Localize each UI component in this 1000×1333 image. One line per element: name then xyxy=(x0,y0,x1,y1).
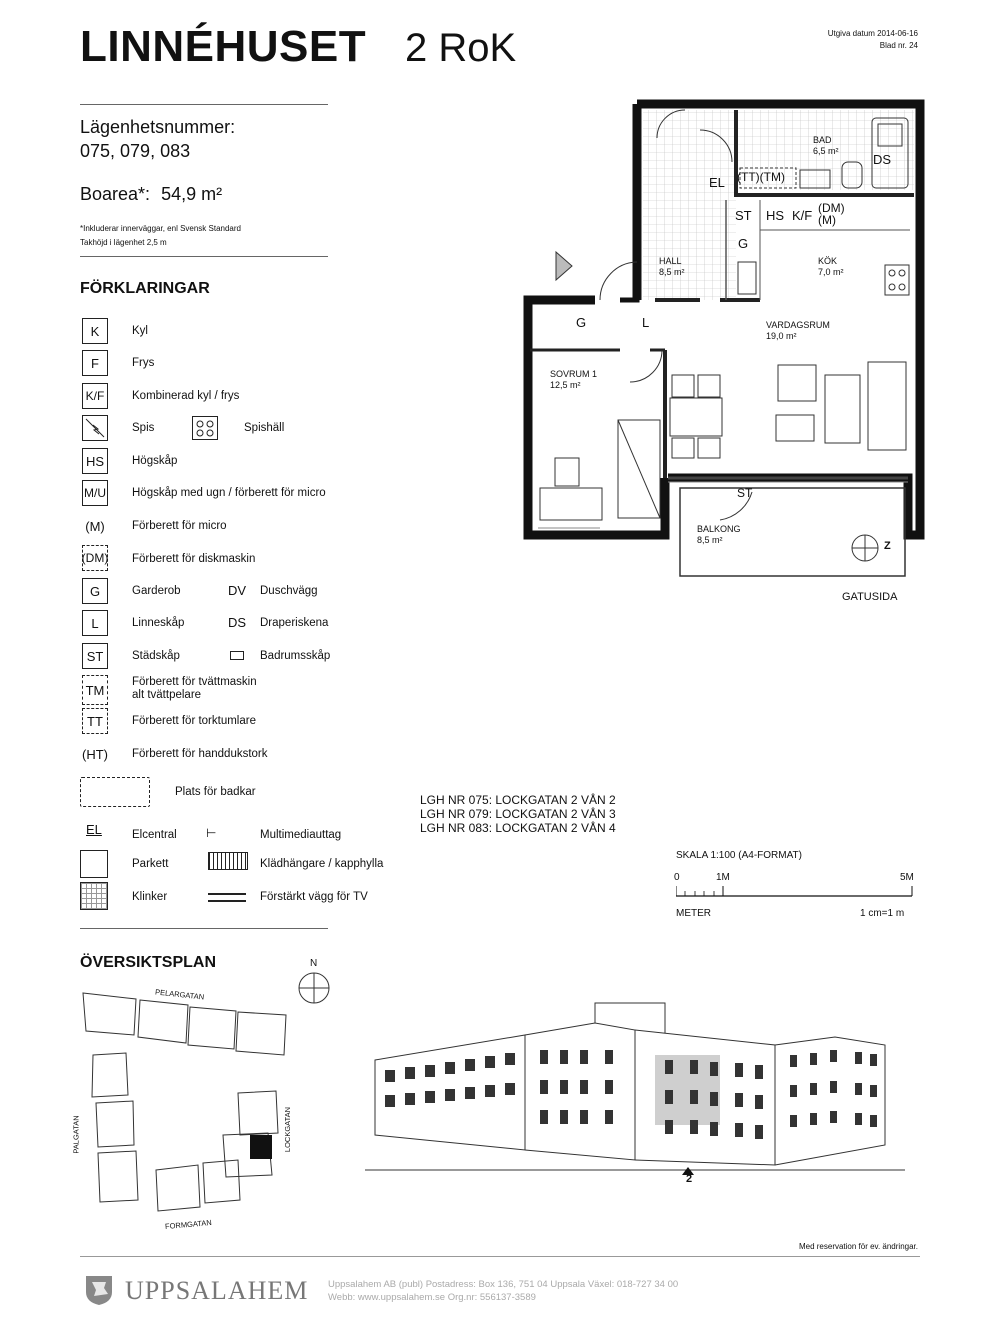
legend-text: Badrumsskåp xyxy=(260,650,331,662)
dining-table xyxy=(670,398,722,436)
document-title: LINNÉHUSET xyxy=(80,22,367,71)
legend-title: FÖRKLARINGAR xyxy=(80,280,210,297)
document-subtitle: 2 RoK xyxy=(405,26,517,70)
plan-label-l: L xyxy=(642,315,650,330)
room-vardagsrum xyxy=(766,320,830,342)
area-value: 54,9 m² xyxy=(161,184,223,204)
note-line: *Inkluderar innerväggar, enl Svensk Standard xyxy=(80,224,241,233)
street-palgatan: PALGATAN xyxy=(71,1115,81,1154)
hob-ring xyxy=(889,270,895,276)
legend-text: Duschvägg xyxy=(260,585,318,597)
legend-symbol: TT xyxy=(82,708,108,734)
legend-text: Frys xyxy=(132,357,155,369)
plan-label-el: EL xyxy=(709,175,725,190)
company-info-line: Webb: www.uppsalahem.se Org.nr: 556137-3589 xyxy=(328,1292,536,1303)
room-name: BAD xyxy=(813,135,832,145)
plan-label-g2: G xyxy=(576,315,587,330)
room-name: VARDAGSRUM xyxy=(766,320,830,330)
bathtub-icon xyxy=(80,777,150,807)
plan-label-st2: ST xyxy=(737,486,753,500)
legend-text: Förberett för torktumlare xyxy=(132,715,256,727)
nightstand xyxy=(555,458,579,486)
living-area xyxy=(80,184,222,205)
legend-text xyxy=(132,676,257,702)
area-label: Boarea*: xyxy=(80,184,151,204)
legend-text: Städskåp xyxy=(132,650,180,662)
roof-structure xyxy=(595,1003,665,1033)
room-name: KÖK xyxy=(818,256,838,266)
stool xyxy=(776,415,814,441)
entrance-number: 2 xyxy=(686,1173,693,1185)
room-area: 8,5 m² xyxy=(659,267,685,277)
legend-text: Linneskåp xyxy=(132,617,185,629)
hob xyxy=(885,265,909,295)
legend-text: Högskåp xyxy=(132,455,178,467)
wardrobe-diagonal xyxy=(618,420,660,518)
room-bad xyxy=(813,135,839,157)
legend-symbol: K xyxy=(82,318,108,344)
site-building xyxy=(138,1000,188,1043)
site-building xyxy=(238,1091,278,1135)
tile-icon xyxy=(80,882,108,910)
tv-wall-icon xyxy=(208,893,246,902)
legend-symbol: (DM) xyxy=(82,545,108,571)
footer-divider xyxy=(80,1256,920,1257)
room-area: 19,0 m² xyxy=(766,331,797,341)
apartment-numbers: 075, 079, 083 xyxy=(80,141,191,161)
plan-label-dm-text: (DM) xyxy=(818,201,845,215)
legend-text: Kyl xyxy=(132,325,148,337)
uppsalahem-logo-icon xyxy=(82,1272,116,1306)
hanger-icon xyxy=(208,852,248,870)
chair xyxy=(672,375,694,397)
parquet-icon xyxy=(80,850,108,878)
highlighted-building xyxy=(250,1135,272,1159)
legend-symbol: (HT) xyxy=(82,746,108,762)
site-building xyxy=(203,1160,240,1203)
address-line: LGH NR 075: LOCKGATAN 2 VÅN 2 xyxy=(420,793,616,807)
scale-unit: METER xyxy=(676,908,711,919)
room-sovrum xyxy=(550,369,597,391)
windows xyxy=(385,1050,877,1139)
street-lockgatan: LOCKGATAN xyxy=(283,1106,293,1153)
legend-text: Högskåp med ugn / förberett för micro xyxy=(132,487,326,499)
plan-label-g: G xyxy=(738,236,749,251)
plan-label-dm xyxy=(818,202,845,226)
scale-ratio: 1 cm=1 m xyxy=(860,908,905,919)
plan-label-kf: K/F xyxy=(792,208,813,223)
address-line: LGH NR 083: LOCKGATAN 2 VÅN 4 xyxy=(420,821,616,835)
legend-text: Garderob xyxy=(132,585,181,597)
legend-symbol: ST xyxy=(82,643,108,669)
room-area: 7,0 m² xyxy=(818,267,844,277)
reservation-note: Med reservation för ev. ändringar. xyxy=(798,1242,918,1251)
bed xyxy=(540,488,602,520)
plan-label-tttm: (TT)(TM) xyxy=(737,170,785,184)
room-balkong xyxy=(697,524,741,546)
legend-text: Multimediauttag xyxy=(260,829,342,841)
scale-bar xyxy=(676,884,916,898)
legend-text: Elcentral xyxy=(132,829,177,841)
multimedia-icon: ⊢ xyxy=(206,826,217,840)
coffee-table xyxy=(825,375,860,443)
legend-text: Plats för badkar xyxy=(175,786,256,798)
legend-text: Förberett för micro xyxy=(132,520,227,532)
scale-tick-1: 1M xyxy=(716,872,730,883)
legend-text-line: Förberett för tvättmaskin xyxy=(132,676,257,688)
outer-wall xyxy=(528,300,665,535)
legend-symbol: G xyxy=(82,578,108,604)
legend-text: Förberett för handdukstork xyxy=(132,748,268,760)
legend-symbol: K/F xyxy=(82,383,108,409)
chair xyxy=(698,438,720,458)
scale-tick-5: 5M xyxy=(900,872,914,883)
site-building xyxy=(236,1012,286,1055)
legend-symbol: (M) xyxy=(85,518,105,534)
address-line: LGH NR 079: LOCKGATAN 2 VÅN 3 xyxy=(420,807,616,821)
apartment-info xyxy=(80,115,235,163)
plan-label-m-text: (M) xyxy=(818,213,836,227)
hanger-rail xyxy=(738,262,756,294)
entrance-door xyxy=(600,262,637,300)
legend-symbol: DS xyxy=(228,615,247,630)
compass-label: Z xyxy=(884,540,891,552)
issue-date: Utgiva datum 2014-06-16 xyxy=(827,29,918,38)
legend-text: Spishäll xyxy=(244,422,285,434)
legend-symbol: DV xyxy=(228,583,247,598)
room-name: SOVRUM 1 xyxy=(550,369,598,379)
entrance-arrow xyxy=(556,252,572,280)
site-building xyxy=(98,1151,138,1202)
street-formgatan: FORMGATAN xyxy=(164,1217,213,1232)
apartment-number-label: Lägenhetsnummer: xyxy=(80,117,236,137)
site-building xyxy=(156,1165,200,1211)
site-building xyxy=(92,1053,128,1097)
legend-symbol: HS xyxy=(82,448,108,474)
building-elevation xyxy=(365,995,925,1185)
street-side-label: GATUSIDA xyxy=(842,591,898,603)
hob-ring xyxy=(899,284,905,290)
plan-label-st: ST xyxy=(735,208,752,223)
chair xyxy=(672,438,694,458)
address-list xyxy=(420,793,616,835)
hob-icon xyxy=(192,416,218,440)
legend-text: Förberett för diskmaskin xyxy=(132,553,256,565)
room-name: BALKONG xyxy=(697,524,741,534)
legend-symbol: L xyxy=(82,610,108,636)
document-meta xyxy=(828,28,918,52)
bedroom-door xyxy=(630,350,662,382)
divider xyxy=(80,928,328,929)
divider xyxy=(80,256,328,257)
street-pelargatan: PELARGATAN xyxy=(154,987,205,1002)
site-building xyxy=(83,993,136,1035)
plan-label-hs: HS xyxy=(766,208,785,223)
legend-text: Kombinerad kyl / frys xyxy=(132,390,240,402)
sofa xyxy=(868,362,906,450)
room-kok xyxy=(818,256,844,278)
legend-text: Förstärkt vägg för TV xyxy=(260,891,368,903)
room-area: 8,5 m² xyxy=(697,535,723,545)
room-hall xyxy=(659,256,685,278)
overview-title: ÖVERSIKTSPLAN xyxy=(80,954,217,971)
area-note xyxy=(80,222,241,250)
divider xyxy=(80,104,328,105)
stove-icon xyxy=(82,415,108,441)
legend-text-line: alt tvättpelare xyxy=(132,689,202,701)
company-info-line: Uppsalahem AB (publ) Postadress: Box 136, 751 04 Uppsala Växel: 018-727 34 00 xyxy=(328,1279,679,1290)
room-area: 12,5 m² xyxy=(550,380,581,390)
legend-text: Parkett xyxy=(132,858,169,870)
north-label: N xyxy=(310,958,318,969)
armchair xyxy=(778,365,816,401)
sheet-number: Blad nr. 24 xyxy=(879,41,918,50)
room-name: HALL xyxy=(659,256,682,266)
legend-symbol: M/U xyxy=(82,480,108,506)
company-info xyxy=(328,1278,678,1304)
legend-text: Klinker xyxy=(132,891,168,903)
scale-tick-0: 0 xyxy=(674,872,680,883)
room-area: 6,5 m² xyxy=(813,146,839,156)
bathroom-cabinet-icon xyxy=(230,651,244,660)
hob-ring xyxy=(889,284,895,290)
legend-text: Klädhängare / kapphylla xyxy=(260,858,384,870)
company-name: UPPSALAHEM xyxy=(125,1276,309,1305)
chair xyxy=(698,375,720,397)
site-building xyxy=(188,1007,236,1049)
hob-ring xyxy=(899,270,905,276)
site-building xyxy=(96,1101,134,1147)
note-line: Takhöjd i lägenhet 2,5 m xyxy=(80,238,167,247)
legend-symbol: TM xyxy=(82,675,108,705)
legend-symbol: F xyxy=(82,350,108,376)
legend-text: Spis xyxy=(132,422,155,434)
legend-text: Draperiskena xyxy=(260,617,329,629)
plan-label-ds: DS xyxy=(873,152,892,167)
scale-title: SKALA 1:100 (A4-FORMAT) xyxy=(676,850,802,861)
legend-symbol: EL xyxy=(86,822,102,837)
